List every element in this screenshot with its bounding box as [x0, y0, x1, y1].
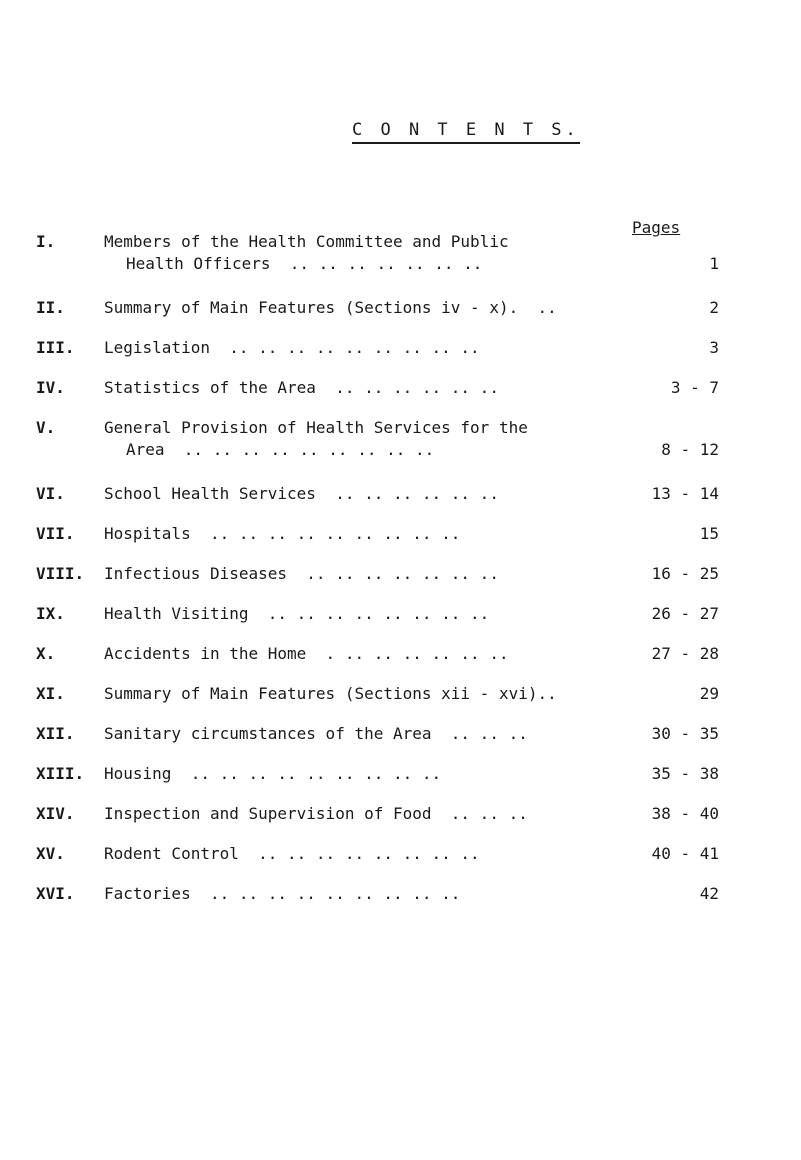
section-title: School Health Services .. .. .. .. .. ..	[104, 484, 499, 503]
section-title: Inspection and Supervision of Food .. .. ..	[104, 804, 528, 823]
page-range: 38 - 40	[651, 804, 719, 823]
section-number: IX.	[36, 604, 65, 623]
page-range: 40 - 41	[651, 844, 719, 863]
pages-column-heading: Pages	[632, 218, 681, 237]
section-title: General Provision of Health Services for the	[104, 418, 528, 437]
section-title: Members of the Health Committee and Public	[104, 232, 509, 251]
section-title: Sanitary circumstances of the Area .. .. ..	[104, 724, 528, 743]
section-number: VI.	[36, 484, 65, 503]
section-number: VII.	[36, 524, 75, 543]
page-range: 8 - 12	[661, 440, 719, 459]
page-range: 35 - 38	[651, 764, 719, 783]
page-range: 3	[709, 338, 719, 357]
page-range: 30 - 35	[651, 724, 719, 743]
section-title: Housing .. .. .. .. .. .. .. .. ..	[104, 764, 442, 783]
section-number: IV.	[36, 378, 65, 397]
page-range: 16 - 25	[651, 564, 719, 583]
section-title-continued: Health Officers .. .. .. .. .. .. ..	[126, 254, 483, 273]
page-range: 29	[699, 684, 719, 703]
section-title: Rodent Control .. .. .. .. .. .. .. ..	[104, 844, 480, 863]
section-number: X.	[36, 644, 56, 663]
page-range: 27 - 28	[651, 644, 719, 663]
section-number: XI.	[36, 684, 65, 703]
page-range: 13 - 14	[651, 484, 719, 503]
section-title: Summary of Main Features (Sections xii - xvi)..	[104, 684, 557, 703]
page-range: 42	[699, 884, 719, 903]
section-number: I.	[36, 232, 56, 251]
section-title: Hospitals .. .. .. .. .. .. .. .. ..	[104, 524, 461, 543]
page-title: C O N T E N T S.	[352, 120, 580, 144]
page-range: 15	[699, 524, 719, 543]
section-title: Statistics of the Area .. .. .. .. .. ..	[104, 378, 499, 397]
section-title: Legislation .. .. .. .. .. .. .. .. ..	[104, 338, 480, 357]
page-range: 1	[709, 254, 719, 273]
section-title: Health Visiting .. .. .. .. .. .. .. ..	[104, 604, 490, 623]
section-number: XII.	[36, 724, 75, 743]
section-number: XVI.	[36, 884, 75, 903]
section-title: Factories .. .. .. .. .. .. .. .. ..	[104, 884, 461, 903]
page-range: 26 - 27	[651, 604, 719, 623]
section-title: Summary of Main Features (Sections iv - x). ..	[104, 298, 557, 317]
section-number: XV.	[36, 844, 65, 863]
section-number: V.	[36, 418, 56, 437]
section-number: XIV.	[36, 804, 75, 823]
section-title-continued: Area .. .. .. .. .. .. .. .. ..	[126, 440, 435, 459]
page-range: 2	[709, 298, 719, 317]
section-title: Accidents in the Home . .. .. .. .. .. ..	[104, 644, 509, 663]
page-range: 3 - 7	[670, 378, 719, 397]
section-number: II.	[36, 298, 65, 317]
section-number: III.	[36, 338, 75, 357]
section-number: XIII.	[36, 764, 85, 783]
section-number: VIII.	[36, 564, 85, 583]
section-title: Infectious Diseases .. .. .. .. .. .. ..	[104, 564, 499, 583]
